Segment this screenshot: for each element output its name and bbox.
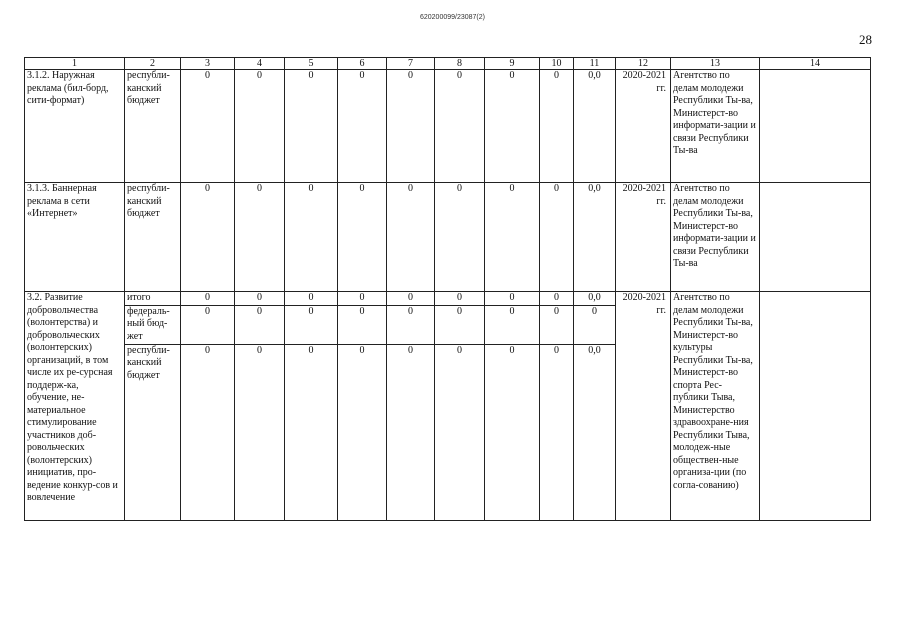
value-cell: 0	[574, 305, 616, 344]
value-cell: 0	[435, 305, 485, 344]
value-cell: 0	[435, 183, 485, 292]
table-row	[25, 292, 871, 306]
value-cell: 0	[181, 305, 235, 344]
value-cell: 0	[540, 183, 574, 292]
value-cell: 0	[338, 344, 387, 520]
agency-cell: Агентство по делам молодежи Республики Ты-ва, Министерст-во культуры Республики Ты-ва, Министерст-во спорта Рес-публики Тыва, Министерство здравоохране-ния Республики Тыва, молодеж-ные обществен-ные организа-ции (по согла-сованию)	[671, 292, 760, 521]
funding-source: республи-канский бюджет	[125, 344, 181, 520]
budget-table	[24, 57, 871, 521]
period-cell: 2020-2021 гг.	[616, 70, 671, 183]
value-cell: 0	[235, 70, 285, 183]
measure-name: 3.1.3. Баннерная реклама в сети «Интернет»	[25, 183, 125, 292]
value-cell: 0	[435, 70, 485, 183]
value-cell: 0,0	[574, 292, 616, 306]
note-cell	[760, 70, 871, 183]
funding-source: республи-канский бюджет	[125, 70, 181, 183]
value-cell: 0	[387, 183, 435, 292]
header-cell: 3	[181, 58, 235, 70]
header-cell: 12	[616, 58, 671, 70]
value-cell: 0	[285, 70, 338, 183]
value-cell: 0	[540, 292, 574, 306]
value-cell: 0	[540, 344, 574, 520]
value-cell: 0	[235, 292, 285, 306]
value-cell: 0	[485, 344, 540, 520]
value-cell: 0,0	[574, 344, 616, 520]
value-cell: 0	[338, 183, 387, 292]
value-cell: 0	[485, 183, 540, 292]
value-cell: 0	[485, 70, 540, 183]
measure-name: 3.1.2. Наружная реклама (бил-борд, сити-формат)	[25, 70, 125, 183]
note-cell	[760, 292, 871, 521]
value-cell: 0	[235, 183, 285, 292]
value-cell: 0	[235, 344, 285, 520]
period-cell: 2020-2021 гг.	[616, 183, 671, 292]
value-cell: 0	[387, 344, 435, 520]
value-cell: 0	[285, 344, 338, 520]
table-row	[25, 183, 871, 292]
funding-source: итого	[125, 292, 181, 306]
header-cell: 14	[760, 58, 871, 70]
header-cell: 8	[435, 58, 485, 70]
page-number: 28	[859, 32, 872, 47]
value-cell: 0	[387, 305, 435, 344]
value-cell: 0	[435, 344, 485, 520]
value-cell: 0	[387, 292, 435, 306]
value-cell: 0	[485, 292, 540, 306]
value-cell: 0	[338, 70, 387, 183]
agency-cell: Агентство по делам молодежи Республики Ты-ва, Министерст-во информати-зации и связи Республики Ты-ва	[671, 70, 760, 183]
document-id: 620200099/23087(2)	[419, 14, 485, 21]
header-cell: 10	[540, 58, 574, 70]
value-cell: 0	[181, 183, 235, 292]
header-cell: 11	[574, 58, 616, 70]
header-cell: 4	[235, 58, 285, 70]
funding-source: федераль-ный бюд-жет	[125, 305, 181, 344]
period-cell: 2020-2021 гг.	[616, 292, 671, 521]
funding-source: республи-канский бюджет	[125, 183, 181, 292]
agency-cell: Агентство по делам молодежи Республики Ты-ва, Министерст-во информати-зации и связи Республики Ты-ва	[671, 183, 760, 292]
value-cell: 0	[540, 70, 574, 183]
value-cell: 0	[435, 292, 485, 306]
header-cell: 1	[25, 58, 125, 70]
note-cell	[760, 183, 871, 292]
value-cell: 0,0	[574, 183, 616, 292]
header-row	[25, 58, 871, 70]
value-cell: 0	[338, 305, 387, 344]
measure-name: 3.2. Развитие добровольчества (волонтерства) и добровольческих (волонтерских) организаций, в том числе их ре-сурсная поддерж-ка, обучение, не-материальное стимулирование участников доб-ровольческих (волонтерских) инициатив, про-ведение конкур-сов и вовлечение	[25, 292, 125, 521]
header-cell: 9	[485, 58, 540, 70]
table-row	[25, 70, 871, 183]
value-cell: 0	[181, 344, 235, 520]
value-cell: 0	[338, 292, 387, 306]
header-cell: 2	[125, 58, 181, 70]
value-cell: 0	[485, 305, 540, 344]
value-cell: 0	[540, 305, 574, 344]
header-cell: 13	[671, 58, 760, 70]
value-cell: 0	[285, 305, 338, 344]
header-cell: 6	[338, 58, 387, 70]
value-cell: 0	[235, 305, 285, 344]
value-cell: 0	[285, 292, 338, 306]
header-cell: 5	[285, 58, 338, 70]
value-cell: 0,0	[574, 70, 616, 183]
value-cell: 0	[181, 70, 235, 183]
value-cell: 0	[181, 292, 235, 306]
header-cell: 7	[387, 58, 435, 70]
value-cell: 0	[285, 183, 338, 292]
value-cell: 0	[387, 70, 435, 183]
